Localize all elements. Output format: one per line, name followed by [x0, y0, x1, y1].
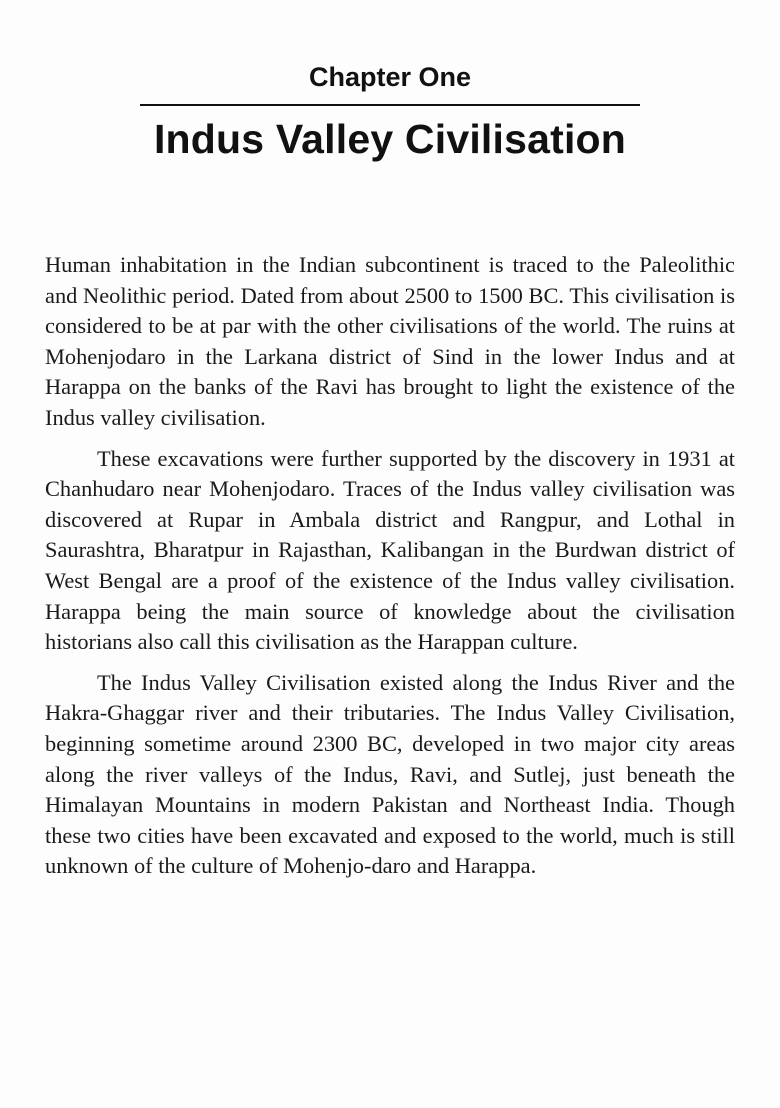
- chapter-label: Chapter One: [308, 62, 472, 92]
- chapter-title: Indus Valley Civilisation: [153, 116, 627, 162]
- chapter-body: [45, 250, 735, 892]
- paragraph-1: Human inhabitation in the Indian subcontinent is traced to the Paleolithic and Neolithic period. Dated from about 2500 to 1500 BC. This civilisation is considered to be at par with the other civilisations of the world. The ruins at Mohenjodaro in the Larkana district of Sind in the lower Indus and at Harappa on the banks of the Ravi has brought to light the existence of the Indus valley civilisation.: [45, 252, 735, 430]
- chapter-divider-rule: [140, 104, 640, 106]
- paragraph-3: The Indus Valley Civilisation existed along the Indus River and the Hakra-Ghaggar river and their tributaries. The Indus Valley Civilisation, beginning sometime around 2300 BC, developed in two major city areas along the river valleys of the Indus, Ravi, and Sutlej, just beneath the Himalayan Mountains in modern Pakistan and Northeast India. Though these two cities have been excavated and exposed to the world, much is still unknown of the culture of Mohenjo-daro and Harappa.: [45, 669, 735, 879]
- paragraph-2: These excavations were further supported by the discovery in 1931 at Chanhudaro near Mohenjodaro. Traces of the Indus valley civilisation was discovered at Rupar in Ambala district and Rangpur, and Lothal in Saurashtra, Bharatpur in Rajasthan, Kalibangan in the Burdwan district of West Bengal are a proof of the existence of the Indus valley civilisation. Harappa being the main source of knowledge about the civilisation historians also call this civilisation as the Harappan culture.: [45, 445, 735, 655]
